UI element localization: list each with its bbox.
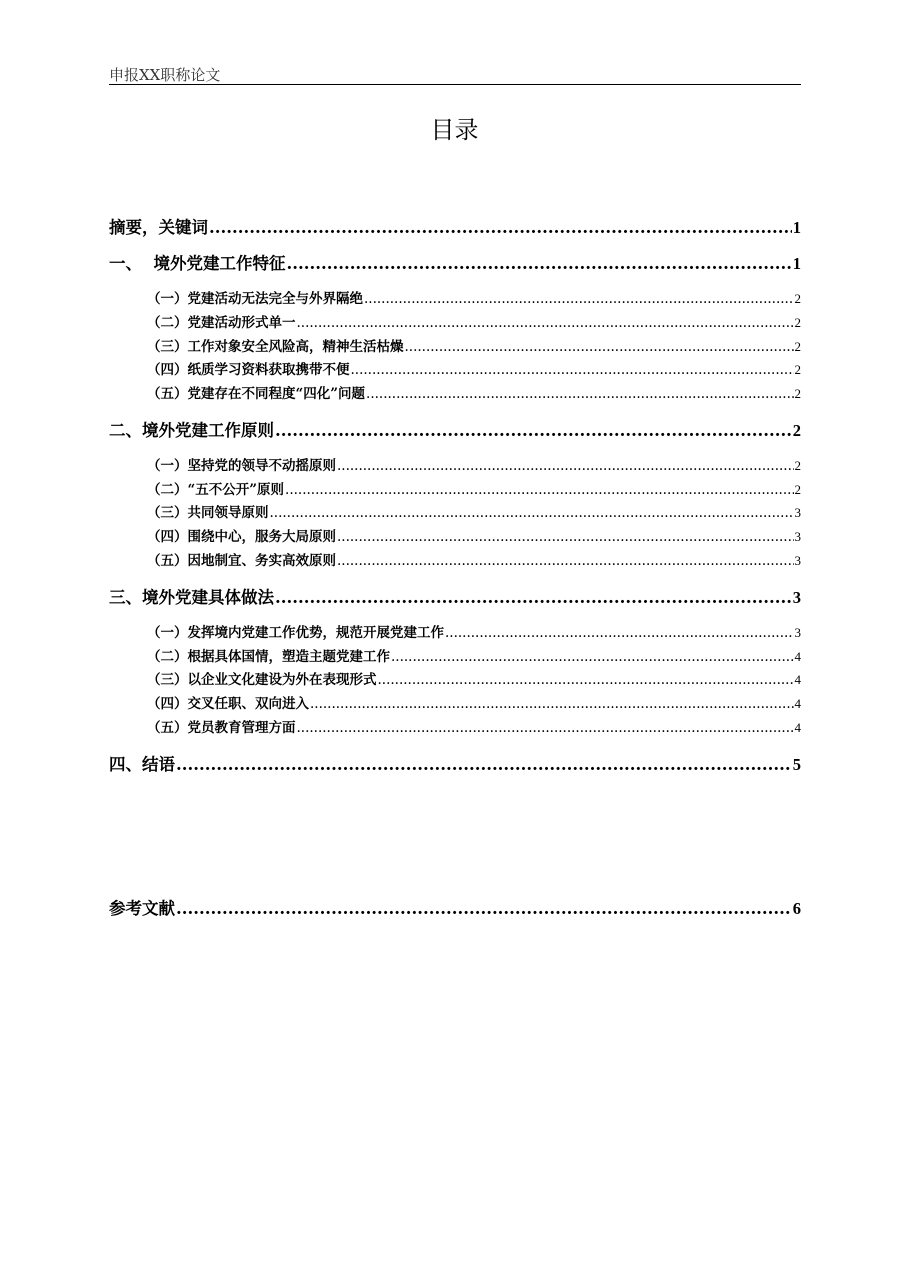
toc-entry-page: 2 <box>792 421 801 440</box>
toc-entry[interactable] <box>147 692 801 712</box>
toc-entry[interactable] <box>147 311 801 331</box>
toc-entry-page: 4 <box>794 672 801 687</box>
toc-entry-page: 3 <box>794 553 801 568</box>
toc-leader-dots <box>337 458 794 474</box>
toc-entry[interactable] <box>109 895 801 919</box>
toc-entry-label: 摘要，关键词 <box>109 218 208 237</box>
toc-leader-dots <box>176 755 792 774</box>
toc-entry[interactable] <box>147 382 801 402</box>
toc-entry[interactable] <box>147 716 801 736</box>
toc-leader-dots <box>270 505 794 521</box>
toc-entry-label: （五）党员教育管理方面 <box>147 720 296 736</box>
toc-entry-label: （一）发挥境内党建工作优势，规范开展党建工作 <box>147 625 444 641</box>
toc-entry-page: 2 <box>794 339 801 354</box>
toc-entry-label: （三）工作对象安全风险高，精神生活枯燥 <box>147 339 404 355</box>
toc-entry-page: 1 <box>792 254 801 273</box>
toc-entry-page: 4 <box>794 720 801 735</box>
toc-leader-dots <box>337 529 794 545</box>
toc-entry[interactable] <box>109 417 801 441</box>
toc-leader-dots <box>378 672 794 688</box>
page-header: 申报XX职称论文 <box>109 66 221 84</box>
toc-entry-label: （四）交叉任职、双向进入 <box>147 696 309 712</box>
toc-entry-label: （二）党建活动形式单一 <box>147 315 296 331</box>
toc-leader-dots <box>285 482 793 498</box>
toc-entry-page: 6 <box>792 899 801 918</box>
toc-title: 目录 <box>430 116 479 144</box>
toc-entry-label: （二）“五不公开”原则 <box>147 482 285 498</box>
toc-entry-label: （一）党建活动无法完全与外界隔绝 <box>147 291 363 307</box>
toc-entry-label: （五）因地制宜、务实高效原则 <box>147 553 336 569</box>
toc-entry[interactable] <box>147 668 801 688</box>
toc-entry-page: 2 <box>794 315 801 330</box>
toc-leader-dots <box>351 362 794 378</box>
toc-entry-page: 2 <box>794 482 801 497</box>
toc-leader-dots <box>275 421 792 440</box>
toc-entry[interactable] <box>109 214 801 238</box>
toc-entry[interactable] <box>109 751 801 775</box>
toc-entry[interactable] <box>147 287 801 307</box>
toc-entry-page: 2 <box>794 386 801 401</box>
toc-entry[interactable] <box>147 501 801 521</box>
toc-leader-dots <box>391 649 794 665</box>
toc-entry-label: 一、 境外党建工作特征 <box>109 254 286 273</box>
toc-leader-dots <box>287 254 792 273</box>
toc-entry[interactable] <box>147 358 801 378</box>
toc-entry-page: 2 <box>794 362 801 377</box>
toc-leader-dots <box>310 696 794 712</box>
toc-leader-dots <box>297 720 794 736</box>
toc-entry-page: 4 <box>794 696 801 711</box>
toc-leader-dots <box>445 625 794 641</box>
toc-entry[interactable] <box>147 478 801 498</box>
toc-leader-dots <box>209 218 792 237</box>
toc-entry-page: 3 <box>794 529 801 544</box>
toc-entry[interactable] <box>147 549 801 569</box>
toc-entry-label: （五）党建存在不同程度“四化”问题 <box>147 386 366 402</box>
toc-leader-dots <box>364 291 794 307</box>
toc-entry[interactable] <box>147 621 801 641</box>
toc-leader-dots <box>366 386 793 402</box>
toc-entry-page: 2 <box>794 458 801 473</box>
toc-entry-page: 3 <box>794 505 801 520</box>
toc-entry-label: （一）坚持党的领导不动摇原则 <box>147 458 336 474</box>
toc-entry[interactable] <box>147 335 801 355</box>
toc-entry-label: （三）以企业文化建设为外在表现形式 <box>147 672 377 688</box>
toc-entry[interactable] <box>109 584 801 608</box>
toc-entry-label: （三）共同领导原则 <box>147 505 269 521</box>
toc-entry-page: 1 <box>792 218 801 237</box>
toc-entry[interactable] <box>109 250 801 274</box>
toc-entry-label: 三、境外党建具体做法 <box>109 588 274 607</box>
toc-leader-dots <box>275 588 792 607</box>
toc-entry-page: 5 <box>792 755 801 774</box>
toc-entry[interactable] <box>147 454 801 474</box>
toc-entry-page: 3 <box>794 625 801 640</box>
toc-entry-label: 参考文献 <box>109 899 175 918</box>
toc-entry[interactable] <box>147 645 801 665</box>
toc-entry[interactable] <box>147 525 801 545</box>
toc-entry-page: 2 <box>794 291 801 306</box>
toc-entry-label: （四）围绕中心，服务大局原则 <box>147 529 336 545</box>
toc-leader-dots <box>405 339 794 355</box>
toc-entry-label: （四）纸质学习资料获取携带不便 <box>147 362 350 378</box>
toc-leader-dots <box>297 315 794 331</box>
toc-entry-label: 二、境外党建工作原则 <box>109 421 274 440</box>
toc-leader-dots <box>337 553 794 569</box>
toc-entry-page: 4 <box>794 649 801 664</box>
toc-entry-label: 四、结语 <box>109 755 175 774</box>
toc-leader-dots <box>176 899 792 918</box>
toc-entry-label: （二）根据具体国情，塑造主题党建工作 <box>147 649 390 665</box>
toc-entry-page: 3 <box>792 588 801 607</box>
